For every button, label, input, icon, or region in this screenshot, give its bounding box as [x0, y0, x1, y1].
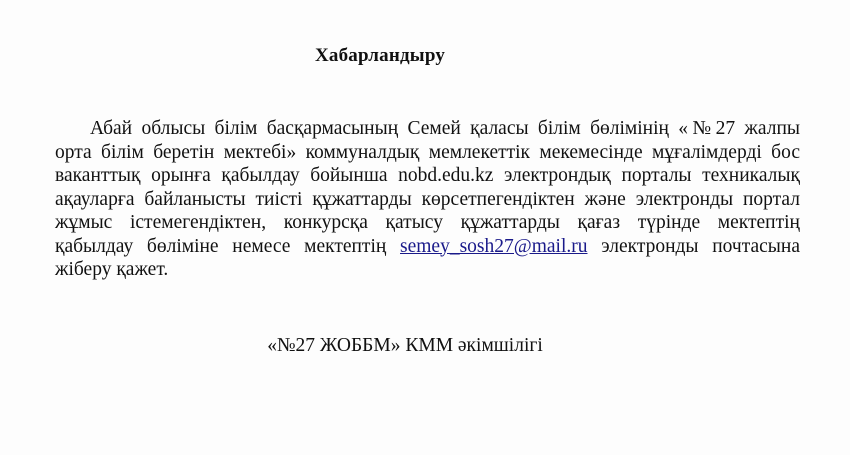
paragraph-line: ақауларға байланысты тиісті құжаттарды көрсетпегендіктен және электронды портал: [55, 188, 800, 210]
paragraph-line-with-email: [55, 235, 800, 259]
paragraph-line: Абай облысы білім басқармасының Семей қаласы білім бөлімінің «№27 жалпы: [90, 118, 800, 139]
email-link[interactable]: semey_sosh27@mail.ru: [400, 235, 588, 257]
announcement-paragraph: [55, 117, 800, 282]
paragraph-line: ваканттық орынға қабылдау бойынша nobd.edu.kz электрондық порталы техникалық: [55, 165, 800, 186]
paragraph-line: жіберу қажет.: [55, 259, 169, 280]
document-title: Хабарландыру: [314, 45, 446, 66]
paragraph-line: орта білім беретін мектебі» коммуналдық мемлекеттік мекемесінде мұғалімдерді бос: [55, 141, 800, 163]
paragraph-text: электронды почтасына: [587, 235, 800, 257]
paragraph-line: жұмыс істемегендіктен, конкурсқа қатысу құжаттарды қағаз түрінде мектептің: [55, 212, 800, 233]
signature: «№27 ЖОББМ» КММ әкімшілігі: [267, 335, 543, 356]
paragraph-text: қабылдау бөліміне немесе мектептің: [55, 235, 401, 257]
